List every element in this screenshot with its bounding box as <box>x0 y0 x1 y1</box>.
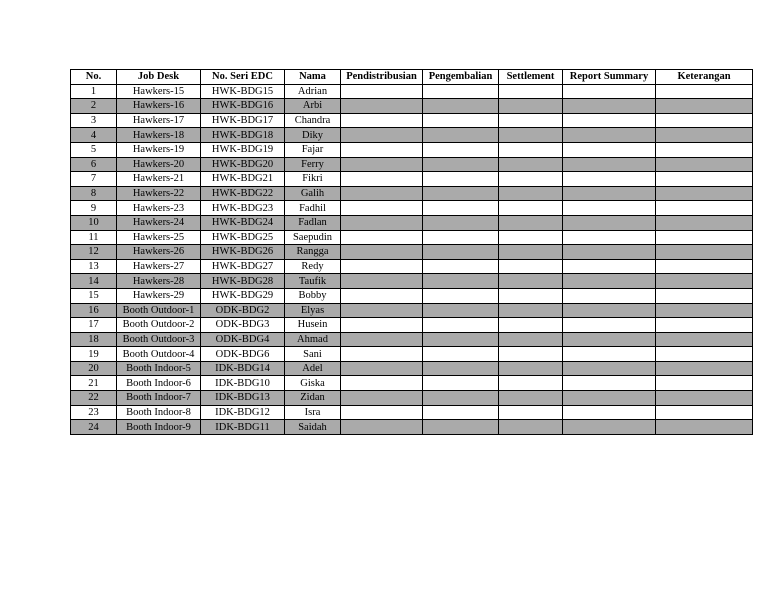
header-no: No. <box>71 70 117 85</box>
cell-pendistribusian <box>341 245 423 260</box>
cell-pengembalian <box>423 230 499 245</box>
cell-keterangan <box>656 186 753 201</box>
cell-settlement <box>499 303 563 318</box>
cell-pendistribusian <box>341 215 423 230</box>
cell-nama: Saepudin <box>285 230 341 245</box>
cell-report-summary <box>563 405 656 420</box>
cell-keterangan <box>656 347 753 362</box>
cell-nama: Saidah <box>285 420 341 435</box>
cell-settlement <box>499 332 563 347</box>
cell-job-desk: Hawkers-25 <box>117 230 201 245</box>
cell-job-desk: Booth Indoor-5 <box>117 361 201 376</box>
cell-settlement <box>499 215 563 230</box>
cell-no: 9 <box>71 201 117 216</box>
cell-keterangan <box>656 405 753 420</box>
cell-report-summary <box>563 157 656 172</box>
cell-report-summary <box>563 215 656 230</box>
cell-job-desk: Booth Outdoor-4 <box>117 347 201 362</box>
table-row <box>71 405 753 420</box>
cell-nama: Elyas <box>285 303 341 318</box>
cell-keterangan <box>656 128 753 143</box>
cell-no-seri-edc: HWK-BDG16 <box>201 99 285 114</box>
cell-no-seri-edc: HWK-BDG21 <box>201 172 285 187</box>
cell-no: 8 <box>71 186 117 201</box>
cell-job-desk: Booth Outdoor-2 <box>117 318 201 333</box>
cell-no: 6 <box>71 157 117 172</box>
cell-report-summary <box>563 128 656 143</box>
cell-nama: Adrian <box>285 84 341 99</box>
cell-job-desk: Hawkers-22 <box>117 186 201 201</box>
cell-nama: Taufik <box>285 274 341 289</box>
table-row <box>71 274 753 289</box>
cell-job-desk: Hawkers-21 <box>117 172 201 187</box>
cell-pengembalian <box>423 376 499 391</box>
cell-no-seri-edc: IDK-BDG11 <box>201 420 285 435</box>
cell-no: 17 <box>71 318 117 333</box>
table-row <box>71 84 753 99</box>
cell-no: 21 <box>71 376 117 391</box>
cell-keterangan <box>656 215 753 230</box>
cell-settlement <box>499 361 563 376</box>
cell-nama: Chandra <box>285 113 341 128</box>
table-row <box>71 376 753 391</box>
cell-no: 24 <box>71 420 117 435</box>
cell-no-seri-edc: HWK-BDG27 <box>201 259 285 274</box>
header-report-summary: Report Summary <box>563 70 656 85</box>
cell-settlement <box>499 230 563 245</box>
cell-job-desk: Booth Outdoor-3 <box>117 332 201 347</box>
cell-pengembalian <box>423 245 499 260</box>
cell-report-summary <box>563 186 656 201</box>
cell-pengembalian <box>423 201 499 216</box>
cell-pengembalian <box>423 347 499 362</box>
edc-distribution-sheet <box>70 69 753 435</box>
table-row <box>71 245 753 260</box>
cell-nama: Sani <box>285 347 341 362</box>
cell-no-seri-edc: IDK-BDG13 <box>201 391 285 406</box>
cell-keterangan <box>656 201 753 216</box>
cell-keterangan <box>656 157 753 172</box>
cell-keterangan <box>656 172 753 187</box>
cell-settlement <box>499 259 563 274</box>
cell-job-desk: Hawkers-19 <box>117 142 201 157</box>
cell-report-summary <box>563 99 656 114</box>
cell-report-summary <box>563 318 656 333</box>
table-row <box>71 128 753 143</box>
cell-report-summary <box>563 376 656 391</box>
cell-no: 20 <box>71 361 117 376</box>
cell-job-desk: Hawkers-17 <box>117 113 201 128</box>
cell-keterangan <box>656 142 753 157</box>
cell-report-summary <box>563 274 656 289</box>
cell-job-desk: Hawkers-27 <box>117 259 201 274</box>
header-pengembalian: Pengembalian <box>423 70 499 85</box>
cell-pengembalian <box>423 128 499 143</box>
cell-settlement <box>499 391 563 406</box>
cell-pendistribusian <box>341 84 423 99</box>
cell-nama: Isra <box>285 405 341 420</box>
cell-pendistribusian <box>341 303 423 318</box>
cell-keterangan <box>656 318 753 333</box>
cell-nama: Adel <box>285 361 341 376</box>
cell-no-seri-edc: IDK-BDG10 <box>201 376 285 391</box>
cell-settlement <box>499 128 563 143</box>
cell-pendistribusian <box>341 347 423 362</box>
cell-nama: Redy <box>285 259 341 274</box>
cell-nama: Fajar <box>285 142 341 157</box>
cell-job-desk: Hawkers-16 <box>117 99 201 114</box>
cell-no-seri-edc: ODK-BDG3 <box>201 318 285 333</box>
table-row <box>71 420 753 435</box>
cell-pendistribusian <box>341 157 423 172</box>
cell-job-desk: Booth Indoor-8 <box>117 405 201 420</box>
cell-nama: Fadhil <box>285 201 341 216</box>
cell-no: 22 <box>71 391 117 406</box>
cell-pendistribusian <box>341 186 423 201</box>
cell-keterangan <box>656 259 753 274</box>
cell-settlement <box>499 318 563 333</box>
cell-no: 16 <box>71 303 117 318</box>
cell-no-seri-edc: HWK-BDG20 <box>201 157 285 172</box>
cell-nama: Giska <box>285 376 341 391</box>
cell-settlement <box>499 99 563 114</box>
cell-pengembalian <box>423 318 499 333</box>
cell-no-seri-edc: HWK-BDG17 <box>201 113 285 128</box>
cell-settlement <box>499 245 563 260</box>
cell-no-seri-edc: ODK-BDG4 <box>201 332 285 347</box>
cell-report-summary <box>563 113 656 128</box>
cell-nama: Rangga <box>285 245 341 260</box>
cell-nama: Arbi <box>285 99 341 114</box>
cell-settlement <box>499 376 563 391</box>
cell-no-seri-edc: HWK-BDG22 <box>201 186 285 201</box>
cell-job-desk: Hawkers-15 <box>117 84 201 99</box>
cell-nama: Diky <box>285 128 341 143</box>
cell-keterangan <box>656 420 753 435</box>
cell-nama: Ferry <box>285 157 341 172</box>
header-job-desk: Job Desk <box>117 70 201 85</box>
cell-settlement <box>499 347 563 362</box>
cell-no-seri-edc: HWK-BDG18 <box>201 128 285 143</box>
cell-pengembalian <box>423 186 499 201</box>
cell-no-seri-edc: IDK-BDG12 <box>201 405 285 420</box>
table-row <box>71 347 753 362</box>
cell-job-desk: Hawkers-24 <box>117 215 201 230</box>
cell-pendistribusian <box>341 332 423 347</box>
cell-pendistribusian <box>341 391 423 406</box>
cell-settlement <box>499 405 563 420</box>
cell-no: 1 <box>71 84 117 99</box>
cell-no: 3 <box>71 113 117 128</box>
table-row <box>71 142 753 157</box>
cell-report-summary <box>563 391 656 406</box>
cell-pengembalian <box>423 99 499 114</box>
cell-pendistribusian <box>341 318 423 333</box>
cell-pengembalian <box>423 288 499 303</box>
table-row <box>71 361 753 376</box>
cell-job-desk: Hawkers-28 <box>117 274 201 289</box>
cell-no: 11 <box>71 230 117 245</box>
cell-no: 5 <box>71 142 117 157</box>
cell-pendistribusian <box>341 113 423 128</box>
table-row <box>71 215 753 230</box>
cell-job-desk: Booth Indoor-9 <box>117 420 201 435</box>
table-row <box>71 172 753 187</box>
cell-job-desk: Booth Outdoor-1 <box>117 303 201 318</box>
cell-pendistribusian <box>341 172 423 187</box>
table-row <box>71 99 753 114</box>
cell-no: 7 <box>71 172 117 187</box>
cell-job-desk: Hawkers-29 <box>117 288 201 303</box>
cell-pendistribusian <box>341 128 423 143</box>
cell-no: 23 <box>71 405 117 420</box>
cell-settlement <box>499 274 563 289</box>
cell-job-desk: Hawkers-23 <box>117 201 201 216</box>
table-row <box>71 259 753 274</box>
cell-no-seri-edc: IDK-BDG14 <box>201 361 285 376</box>
cell-pendistribusian <box>341 274 423 289</box>
cell-report-summary <box>563 172 656 187</box>
cell-settlement <box>499 288 563 303</box>
cell-pengembalian <box>423 332 499 347</box>
cell-pengembalian <box>423 113 499 128</box>
cell-no-seri-edc: HWK-BDG24 <box>201 215 285 230</box>
cell-report-summary <box>563 259 656 274</box>
cell-pengembalian <box>423 84 499 99</box>
cell-nama: Fadlan <box>285 215 341 230</box>
cell-no-seri-edc: ODK-BDG2 <box>201 303 285 318</box>
cell-keterangan <box>656 361 753 376</box>
cell-pengembalian <box>423 142 499 157</box>
cell-no-seri-edc: HWK-BDG28 <box>201 274 285 289</box>
cell-no: 19 <box>71 347 117 362</box>
cell-keterangan <box>656 332 753 347</box>
cell-report-summary <box>563 303 656 318</box>
cell-nama: Fikri <box>285 172 341 187</box>
cell-report-summary <box>563 201 656 216</box>
cell-nama: Husein <box>285 318 341 333</box>
header-nama: Nama <box>285 70 341 85</box>
cell-settlement <box>499 201 563 216</box>
table-row <box>71 318 753 333</box>
cell-report-summary <box>563 420 656 435</box>
cell-no: 18 <box>71 332 117 347</box>
cell-pengembalian <box>423 215 499 230</box>
cell-pendistribusian <box>341 201 423 216</box>
cell-no-seri-edc: HWK-BDG15 <box>201 84 285 99</box>
cell-no-seri-edc: ODK-BDG6 <box>201 347 285 362</box>
cell-nama: Galih <box>285 186 341 201</box>
cell-no-seri-edc: HWK-BDG23 <box>201 201 285 216</box>
cell-job-desk: Booth Indoor-7 <box>117 391 201 406</box>
cell-keterangan <box>656 391 753 406</box>
header-settlement: Settlement <box>499 70 563 85</box>
cell-job-desk: Booth Indoor-6 <box>117 376 201 391</box>
header-pendistribusian: Pendistribusian <box>341 70 423 85</box>
cell-pengembalian <box>423 259 499 274</box>
cell-pendistribusian <box>341 99 423 114</box>
cell-pengembalian <box>423 157 499 172</box>
cell-nama: Ahmad <box>285 332 341 347</box>
edc-table <box>70 69 753 435</box>
cell-keterangan <box>656 303 753 318</box>
cell-pengembalian <box>423 172 499 187</box>
cell-pengembalian <box>423 274 499 289</box>
cell-no: 12 <box>71 245 117 260</box>
cell-settlement <box>499 420 563 435</box>
cell-no-seri-edc: HWK-BDG19 <box>201 142 285 157</box>
cell-pendistribusian <box>341 361 423 376</box>
cell-no: 10 <box>71 215 117 230</box>
cell-report-summary <box>563 142 656 157</box>
cell-pendistribusian <box>341 288 423 303</box>
table-row <box>71 332 753 347</box>
header-no-seri-edc: No. Seri EDC <box>201 70 285 85</box>
cell-job-desk: Hawkers-26 <box>117 245 201 260</box>
table-row <box>71 157 753 172</box>
cell-nama: Bobby <box>285 288 341 303</box>
cell-keterangan <box>656 230 753 245</box>
cell-keterangan <box>656 99 753 114</box>
cell-pengembalian <box>423 420 499 435</box>
cell-pendistribusian <box>341 420 423 435</box>
cell-pendistribusian <box>341 405 423 420</box>
cell-pengembalian <box>423 361 499 376</box>
cell-pendistribusian <box>341 376 423 391</box>
cell-report-summary <box>563 332 656 347</box>
cell-no-seri-edc: HWK-BDG29 <box>201 288 285 303</box>
cell-pendistribusian <box>341 230 423 245</box>
cell-report-summary <box>563 361 656 376</box>
table-row <box>71 288 753 303</box>
cell-report-summary <box>563 245 656 260</box>
cell-no: 15 <box>71 288 117 303</box>
cell-no: 4 <box>71 128 117 143</box>
cell-settlement <box>499 142 563 157</box>
cell-no: 14 <box>71 274 117 289</box>
cell-nama: Zidan <box>285 391 341 406</box>
table-row <box>71 201 753 216</box>
cell-job-desk: Hawkers-20 <box>117 157 201 172</box>
cell-settlement <box>499 172 563 187</box>
table-row <box>71 303 753 318</box>
table-body <box>71 84 753 434</box>
cell-keterangan <box>656 288 753 303</box>
table-row <box>71 230 753 245</box>
header-row <box>71 70 753 85</box>
cell-no: 13 <box>71 259 117 274</box>
table-row <box>71 186 753 201</box>
cell-keterangan <box>656 245 753 260</box>
table-row <box>71 391 753 406</box>
cell-report-summary <box>563 347 656 362</box>
cell-report-summary <box>563 84 656 99</box>
cell-no: 2 <box>71 99 117 114</box>
cell-no-seri-edc: HWK-BDG26 <box>201 245 285 260</box>
cell-report-summary <box>563 230 656 245</box>
cell-no-seri-edc: HWK-BDG25 <box>201 230 285 245</box>
cell-settlement <box>499 157 563 172</box>
cell-keterangan <box>656 274 753 289</box>
cell-pengembalian <box>423 303 499 318</box>
cell-keterangan <box>656 376 753 391</box>
cell-pendistribusian <box>341 142 423 157</box>
cell-keterangan <box>656 84 753 99</box>
cell-pendistribusian <box>341 259 423 274</box>
cell-settlement <box>499 113 563 128</box>
cell-keterangan <box>656 113 753 128</box>
cell-settlement <box>499 84 563 99</box>
header-keterangan: Keterangan <box>656 70 753 85</box>
table-row <box>71 113 753 128</box>
cell-pengembalian <box>423 405 499 420</box>
cell-pengembalian <box>423 391 499 406</box>
cell-job-desk: Hawkers-18 <box>117 128 201 143</box>
cell-report-summary <box>563 288 656 303</box>
cell-settlement <box>499 186 563 201</box>
